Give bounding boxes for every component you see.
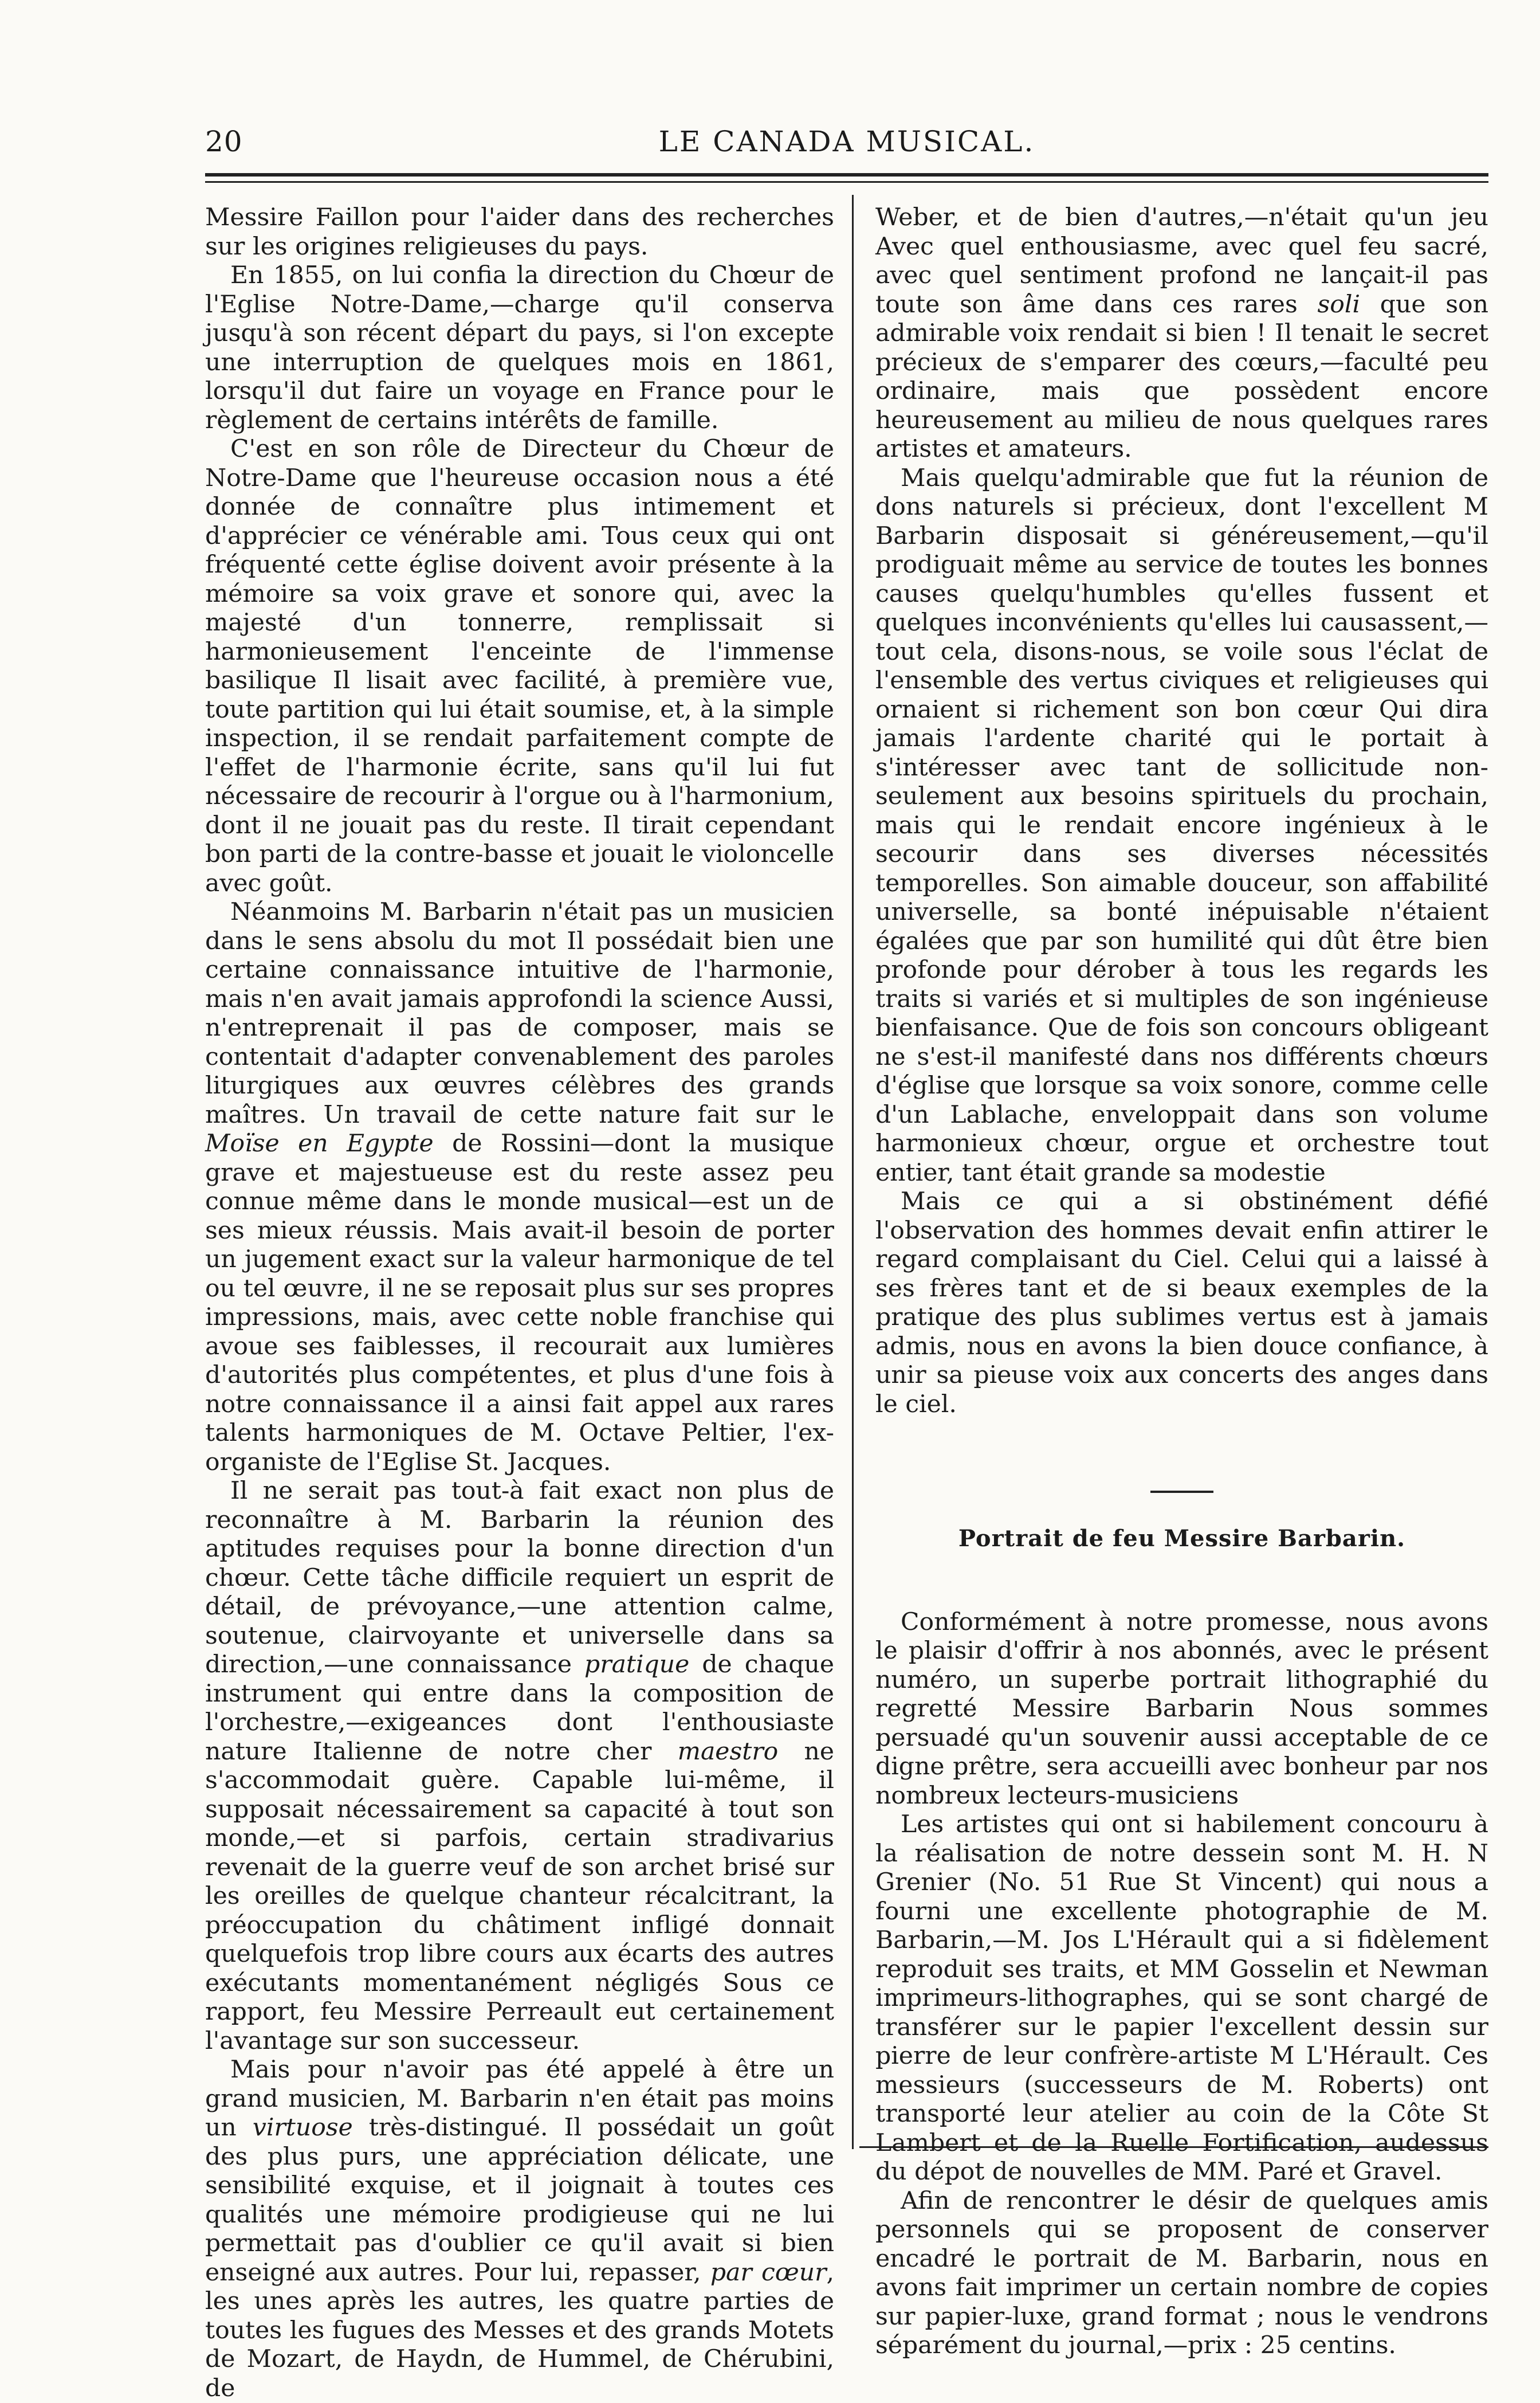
right-column	[875, 203, 1488, 2361]
paragraph: En 1855, on lui confia la direction du Chœur de l'Eglise Notre-Dame,—charge qu'il conserva jusqu'à son récent départ du pays, si l'on excepte une interruption de quelques mois en 1861, lorsqu'il dut faire un voyage en France pour le règlement de certains intérêts de famille.	[205, 261, 834, 434]
section-rule	[1150, 1491, 1213, 1493]
journal-title: LE CANADA MUSICAL.	[658, 125, 1035, 158]
italic-word: par cœur	[710, 2258, 827, 2287]
italic-word: virtuose	[252, 2114, 353, 2142]
paragraph: Messire Faillon pour l'aider dans des recherches sur les origines religieuses du pays.	[205, 203, 834, 261]
paragraph: Mais pour n'avoir pas été appelé à être un grand musicien, M. Barbarin n'en était pas moins un virtuose très-distingué. Il possédait un goût des plus purs, une appréciation délicate, une sensibilité exquise, et il joignait à toutes ces qualités une mémoire prodigieuse qui ne lui permettait pas d'oublier ce qu'il avait si bien enseigné aux autres. Pour lui, repasser, par cœur, les unes après les autres, les quatre parties de toutes les fugues des Messes et des grands Motets de Mozart, de Haydn, de Hummel, de Chérubini, de	[205, 2056, 834, 2402]
section-heading: Portrait de feu Messire Barbarin.	[958, 1525, 1406, 1552]
column-divider	[852, 195, 854, 2149]
header-rule-thin	[205, 181, 1488, 183]
italic-word: pratique	[584, 1651, 690, 1679]
paragraph: Il ne serait pas tout-à fait exact non plus de reconnaître à M. Barbarin la réunion des aptitudes requises pour la bonne direction d'un chœur. Cette tâche difficile requiert un esprit de détail, de prévoyance,—une attention calme, soutenue, clairvoyante et universelle dans sa direction,—une connaissance pratique de chaque instrument qui entre dans la composition de l'orchestre,—exigeances dont l'enthousiaste nature Italienne de notre cher maestro ne s'accommodait guère. Capable lui-même, il supposait nécessairement sa capacité à tout son monde,—et si parfois, certain stradivarius revenait de la guerre veuf de son archet brisé sur les oreilles de quelque chanteur récalcitrant, la préoccupation du châtiment infligé donnait quelquefois trop libre cours aux écarts des autres exécutants momentanément négligés Sous ce rapport, feu Messire Perreault eut certainement l'avantage sur son successeur.	[205, 1477, 834, 2055]
paragraph: Conformément à notre promesse, nous avons le plaisir d'offrir à nos abonnés, avec le présent numéro, un superbe portrait lithographié du regretté Messire Barbarin Nous sommes persuadé qu'un souvenir aussi acceptable de ce digne prêtre, sera accueilli avec bonheur par nos nombreux lecteurs-musiciens	[875, 1608, 1488, 1810]
paragraph: Néanmoins M. Barbarin n'était pas un musicien dans le sens absolu du mot Il possédait bien une certaine connaissance intuitive de l'harmonie, mais n'en avait jamais approfondi la science Aussi, n'entreprenait il pas de composer, mais se contentait d'adapter convenablement des paroles liturgiques aux œuvres célèbres des grands maîtres. Un travail de cette nature fait sur le Moïse en Egypte de Rossini—dont la musique grave et majestueuse est du reste assez peu connue même dans le monde musical—est un de ses mieux réussis. Mais avait-il besoin de porter un jugement exact sur la valeur harmonique de tel ou tel œuvre, il ne se reposait plus sur ses propres impressions, mais, avec cette noble franchise qui avoue ses faiblesses, il recourait aux lumières d'autorités plus compétentes, et plus d'une fois à notre connaissance il a ainsi fait appel aux rares talents harmoniques de M. Octave Peltier, l'ex-organiste de l'Eglise St. Jacques.	[205, 898, 834, 1476]
paragraph: Mais quelqu'admirable que fut la réunion de dons naturels si précieux, dont l'excellent M Barbarin disposait si généreusement,—qu'il prodiguait même au service de toutes les bonnes causes quelqu'humbles qu'elles fussent et quelques inconvénients qu'elles lui causassent,—tout cela, disons-nous, se voile sous l'éclat de l'ensemble des vertus civiques et religieuses qui ornaient si richement son bon cœur Qui dira jamais l'ardente charité qui le portait à s'intéresser avec tant de sollicitude non-seulement aux besoins spirituels du prochain, mais qui le rendait encore ingénieux à le secourir dans ses diverses nécessités temporelles. Son aimable douceur, son affabilité universelle, sa bonté inépuisable n'étaient égalées que par son humilité qui dût être bien profonde pour dérober à tous les regards les traits si variés et si multiples de son ingénieuse bienfaisance. Que de fois son concours obligeant ne s'est-il manifesté dans nos différents chœurs d'église que lorsque sa voix sonore, comme celle d'un Lablache, enveloppait dans son volume harmonieux chœur, orgue et orchestre tout entier, tant était grande sa modestie	[875, 464, 1488, 1187]
paragraph: Les artistes qui ont si habilement concouru à la réalisation de notre dessein sont M. H. N Grenier (No. 51 Rue St Vincent) qui nous a fourni une excellente photographie de M. Barbarin,—M. Jos L'Hérault qui a si fidèlement reproduit ses traits, et MM Gosselin et Newman imprimeurs-lithographes, qui se sont chargé de transférer sur le papier l'excellent dessin sur pierre de leur confrère-artiste M L'Hérault. Ces messieurs (successeurs de M. Roberts) ont transporté leur atelier au coin de la Côte St Lambert et de la Ruelle Fortification, audessus du dépot de nouvelles de MM. Paré et Gravel.	[875, 1810, 1488, 2186]
italic-title: Moïse en Egypte	[205, 1130, 434, 1158]
paragraph: C'est en son rôle de Directeur du Chœur de Notre-Dame que l'heureuse occasion nous a été donnée de connaître plus intimement et d'apprécier ce vénérable ami. Tous ceux qui ont fréquenté cette église doivent avoir présente à la mémoire sa voix grave et sonore qui, avec la majesté d'un tonnerre, remplissait si harmonieusement l'enceinte de l'immense basilique Il lisait avec facilité, à première vue, toute partition qui lui était soumise, et, à la simple inspection, il se rendait parfaitement compte de l'effet de l'harmonie écrite, sans qu'il lui fut nécessaire de recourir à l'orgue ou à l'harmonium, dont il ne jouait pas du reste. Il tirait cependant bon parti de la contre-basse et jouait le violoncelle avec goût.	[205, 435, 834, 897]
paragraph: Weber, et de bien d'autres,—n'était qu'un jeu Avec quel enthousiasme, avec quel feu sacré, avec quel sentiment profond ne lançait-il pas toute son âme dans ces rares soli que son admirable voix rendait si bien ! Il tenait le secret précieux de s'emparer des cœurs,—faculté peu ordinaire, mais que possèdent encore heureusement au milieu de nous quelques rares artistes et amateurs.	[875, 203, 1488, 463]
italic-word: maestro	[677, 1737, 779, 1766]
left-column	[205, 203, 834, 2403]
header-rule-thick	[205, 173, 1488, 177]
page-number: 20	[205, 125, 243, 158]
paragraph: Mais ce qui a si obstinément défié l'observation des hommes devait enfin attirer le regard complaisant du Ciel. Celui qui a laissé à ses frères tant et de si beaux exemples de la pratique des plus sublimes vertus est à jamais admis, nous en avons la bien douce confiance, à unir sa pieuse voix aux concerts des anges dans le ciel.	[875, 1187, 1488, 1418]
italic-word: soli	[1317, 290, 1361, 319]
paragraph: Afin de rencontrer le désir de quelques amis personnels qui se proposent de conserver encadré le portrait de M. Barbarin, nous en avons fait imprimer un certain nombre de copies sur papier-luxe, grand format ; nous le vendrons séparément du journal,—prix : 25 centins.	[875, 2186, 1488, 2359]
page-header	[205, 120, 1488, 160]
